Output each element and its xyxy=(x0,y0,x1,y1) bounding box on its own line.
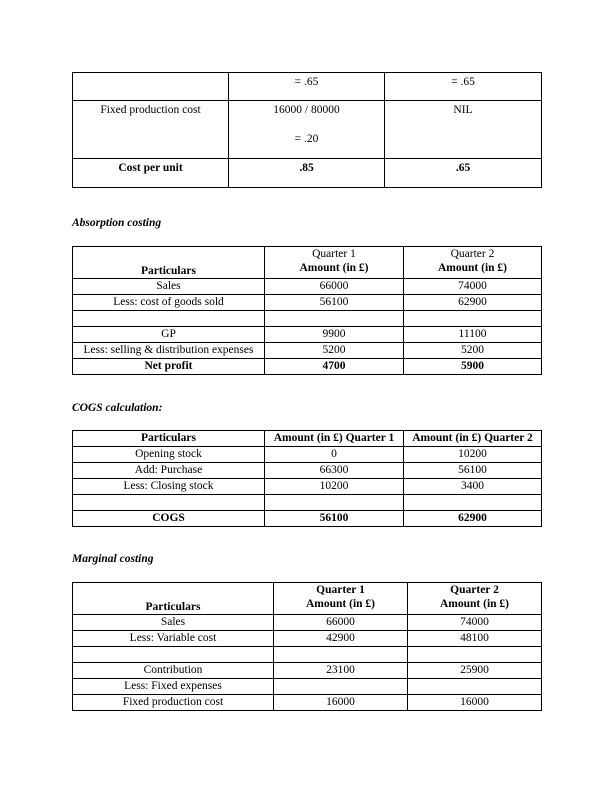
row-label: Less: Closing stock xyxy=(73,479,265,495)
cell-q1: 66000 xyxy=(265,279,404,295)
cell-q1 xyxy=(265,495,404,511)
header-q1-label: Quarter 1 xyxy=(312,248,356,260)
row-label: Less: Fixed expenses xyxy=(73,679,274,695)
table-row xyxy=(73,663,542,679)
table-row xyxy=(73,359,542,375)
absorption-heading: Absorption costing xyxy=(72,217,162,229)
cogs-table xyxy=(72,430,542,527)
row-label: Sales xyxy=(73,615,274,631)
row-label: Add: Purchase xyxy=(73,463,265,479)
cell-q2: 5200 xyxy=(404,343,542,359)
table-row xyxy=(73,495,542,511)
header-particulars: Particulars xyxy=(73,247,265,279)
table-header-row xyxy=(73,247,542,279)
header-q1-label: Quarter 1 xyxy=(316,584,365,596)
table-row xyxy=(73,679,542,695)
header-q2-amount: Amount (in £) xyxy=(439,598,509,610)
header-q2-label: Quarter 2 xyxy=(450,584,499,596)
row-label: Contribution xyxy=(73,663,274,679)
table-row xyxy=(73,463,542,479)
cell-q2: 48100 xyxy=(408,631,542,647)
cell-q2: = .65 xyxy=(385,73,542,101)
cell-q2: NIL xyxy=(385,101,542,159)
marginal-table xyxy=(72,582,542,711)
cell-q2: 56100 xyxy=(404,463,542,479)
cell-q1: 56100 xyxy=(265,511,404,527)
header-q2-label: Quarter 2 xyxy=(450,248,495,260)
cell-q2: 25900 xyxy=(408,663,542,679)
cell-q1 xyxy=(274,647,408,663)
row-label: Net profit xyxy=(73,359,265,375)
cell-q2 xyxy=(404,311,542,327)
cell-q2: 62900 xyxy=(404,295,542,311)
cell-q2: 5900 xyxy=(404,359,542,375)
header-q2: Amount (in £) Quarter 2 xyxy=(404,431,542,447)
row-label: Cost per unit xyxy=(73,159,229,188)
table-row xyxy=(73,159,542,188)
row-label: Less: Variable cost xyxy=(73,631,274,647)
cell-q1: 56100 xyxy=(265,295,404,311)
row-label: Opening stock xyxy=(73,447,265,463)
cell-q1 xyxy=(265,311,404,327)
row-label: GP xyxy=(73,327,265,343)
row-label xyxy=(73,495,265,511)
cell-q1 xyxy=(274,679,408,695)
cell-q1 xyxy=(229,101,385,159)
cell-q2: 62900 xyxy=(404,511,542,527)
cell-q1-result: = .20 xyxy=(294,133,319,145)
table-row xyxy=(73,615,542,631)
row-label: Fixed production cost xyxy=(73,101,229,159)
cell-q1: 42900 xyxy=(274,631,408,647)
table-row xyxy=(73,631,542,647)
row-label: Sales xyxy=(73,279,265,295)
cell-q2 xyxy=(404,495,542,511)
table-row xyxy=(73,695,542,711)
table-row xyxy=(73,73,542,101)
cell-q1-formula: 16000 / 80000 xyxy=(273,104,340,116)
cell-q1: .85 xyxy=(229,159,385,188)
table-row xyxy=(73,511,542,527)
row-label xyxy=(73,311,265,327)
header-q2 xyxy=(408,583,542,615)
table-row xyxy=(73,279,542,295)
cell-q1: 0 xyxy=(265,447,404,463)
cell-q1: 66300 xyxy=(265,463,404,479)
cell-q1: 9900 xyxy=(265,327,404,343)
cell-q1: 23100 xyxy=(274,663,408,679)
cell-q2: 16000 xyxy=(408,695,542,711)
table-row xyxy=(73,101,542,159)
table-row xyxy=(73,479,542,495)
header-particulars: Particulars xyxy=(73,583,274,615)
row-label: Less: selling & distribution expenses xyxy=(73,343,265,359)
table-row xyxy=(73,295,542,311)
row-label: Less: cost of goods sold xyxy=(73,295,265,311)
cell-q1: = .65 xyxy=(229,73,385,101)
header-q1-amount: Amount (in £) xyxy=(299,262,369,274)
table-row xyxy=(73,447,542,463)
cell-q2 xyxy=(408,647,542,663)
cell-q1: 4700 xyxy=(265,359,404,375)
header-particulars: Particulars xyxy=(73,431,265,447)
cell-q2 xyxy=(408,679,542,695)
cell-q2: 74000 xyxy=(404,279,542,295)
row-label: COGS xyxy=(73,511,265,527)
cell-q2: 74000 xyxy=(408,615,542,631)
absorption-table xyxy=(72,246,542,375)
cogs-heading: COGS calculation: xyxy=(72,402,163,414)
row-label xyxy=(73,73,229,101)
table-row xyxy=(73,343,542,359)
cell-q2: 10200 xyxy=(404,447,542,463)
header-q1 xyxy=(274,583,408,615)
cell-q1: 10200 xyxy=(265,479,404,495)
cell-q1: 66000 xyxy=(274,615,408,631)
header-q1: Amount (in £) Quarter 1 xyxy=(265,431,404,447)
header-q2 xyxy=(404,247,542,279)
table-row xyxy=(73,327,542,343)
row-label: Fixed production cost xyxy=(73,695,274,711)
row-label xyxy=(73,647,274,663)
cell-q1: 5200 xyxy=(265,343,404,359)
table-header-row xyxy=(73,583,542,615)
cell-q2: 11100 xyxy=(404,327,542,343)
cell-q2: 3400 xyxy=(404,479,542,495)
cell-q2: .65 xyxy=(385,159,542,188)
table-row xyxy=(73,311,542,327)
cell-q1: 16000 xyxy=(274,695,408,711)
marginal-heading: Marginal costing xyxy=(72,553,154,565)
header-q1 xyxy=(265,247,404,279)
table-header-row xyxy=(73,431,542,447)
header-q2-amount: Amount (in £) xyxy=(437,262,507,274)
header-q1-amount: Amount (in £) xyxy=(305,598,375,610)
table-row xyxy=(73,647,542,663)
unit-cost-table xyxy=(72,72,542,188)
